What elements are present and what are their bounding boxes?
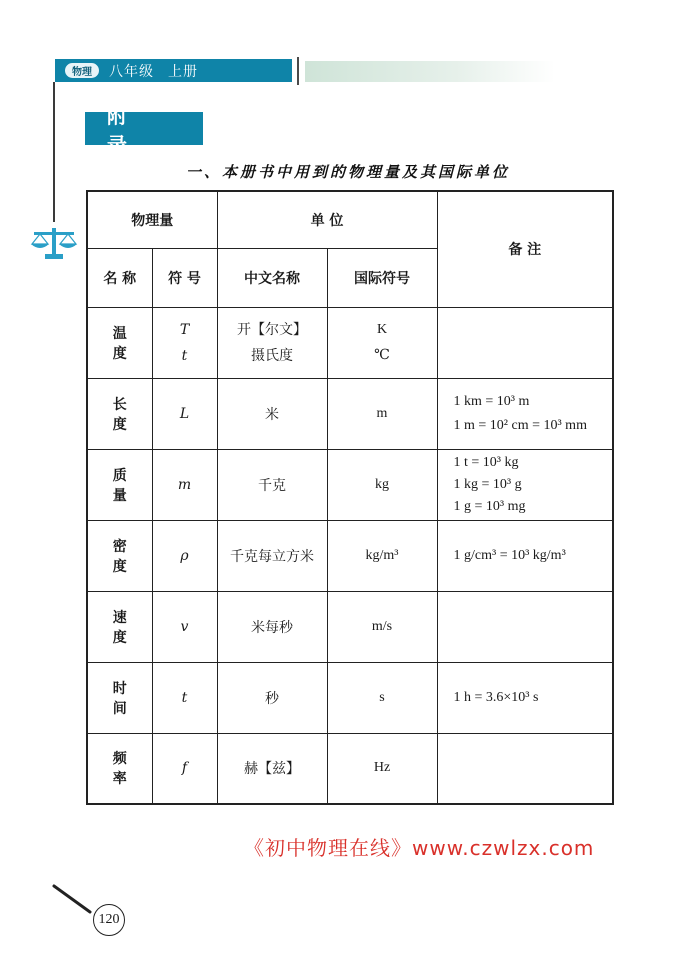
table-row bbox=[87, 378, 613, 449]
remark-line: 1 g = 10³ mg bbox=[453, 498, 526, 514]
quantity-symbol: t bbox=[152, 662, 217, 733]
remark-cell bbox=[437, 378, 613, 449]
remark-line: 1 kg = 10³ g bbox=[453, 476, 522, 492]
quantity-symbol bbox=[152, 307, 217, 378]
symbol-line: t bbox=[181, 347, 188, 364]
remark-line: 1 h = 3.6×10³ s bbox=[453, 689, 539, 705]
unit-cn-line: 摄氏度 bbox=[251, 347, 293, 364]
unit-cn-name: 秒 bbox=[217, 662, 327, 733]
header-remark: 备 注 bbox=[437, 191, 613, 307]
remark-line: 1 g/cm³ = 10³ kg/m³ bbox=[453, 547, 566, 563]
table-row bbox=[87, 733, 613, 804]
margin-rule bbox=[53, 82, 55, 222]
unit-intl-line: K bbox=[376, 321, 388, 337]
remark-cell bbox=[437, 449, 613, 520]
section-title: 一、本册书中用到的物理量及其国际单位 bbox=[186, 163, 511, 181]
quantity-name: 质 量 bbox=[87, 449, 152, 520]
quantity-name: 长 度 bbox=[87, 378, 152, 449]
quantity-symbol: m bbox=[152, 449, 217, 520]
table-row bbox=[87, 662, 613, 733]
header-bar bbox=[55, 59, 292, 82]
unit-intl-symbol: m/s bbox=[327, 591, 437, 662]
unit-cn-name: 赫【兹】 bbox=[217, 733, 327, 804]
page-number: 120 bbox=[93, 904, 125, 936]
table-header-row bbox=[87, 191, 613, 248]
unit-intl-symbol bbox=[327, 307, 437, 378]
header-intl-symbol: 国际符号 bbox=[327, 248, 437, 307]
quantity-symbol: f bbox=[152, 733, 217, 804]
grade-label: 八年级 bbox=[109, 63, 154, 80]
unit-intl-symbol: m bbox=[327, 378, 437, 449]
unit-intl-symbol: kg/m³ bbox=[327, 520, 437, 591]
header-unit: 单 位 bbox=[217, 191, 437, 248]
unit-intl-symbol: s bbox=[327, 662, 437, 733]
unit-cn-name bbox=[217, 307, 327, 378]
unit-intl-symbol: kg bbox=[327, 449, 437, 520]
remark-line: 1 km = 10³ m bbox=[453, 393, 530, 409]
header-fade-band bbox=[305, 61, 555, 82]
quantity-symbol: v bbox=[152, 591, 217, 662]
unit-cn-name: 千克每立方米 bbox=[217, 520, 327, 591]
remark-cell bbox=[437, 520, 613, 591]
balance-scale-icon bbox=[30, 226, 78, 262]
remark-cell bbox=[437, 662, 613, 733]
unit-intl-symbol: Hz bbox=[327, 733, 437, 804]
subject-logo: 物理 bbox=[65, 63, 99, 78]
remark-cell bbox=[437, 733, 613, 804]
quantity-name: 时 间 bbox=[87, 662, 152, 733]
header-cn-name: 中文名称 bbox=[217, 248, 327, 307]
unit-cn-name: 米 bbox=[217, 378, 327, 449]
term-label: 上册 bbox=[168, 63, 198, 80]
table-row bbox=[87, 520, 613, 591]
unit-intl-line: ℃ bbox=[374, 347, 390, 363]
quantity-symbol: L bbox=[152, 378, 217, 449]
remark-cell bbox=[437, 591, 613, 662]
table-row bbox=[87, 591, 613, 662]
unit-cn-name: 米每秒 bbox=[217, 591, 327, 662]
quantity-name: 速 度 bbox=[87, 591, 152, 662]
symbol-line: T bbox=[179, 321, 190, 338]
appendix-heading: 附 录 bbox=[85, 112, 203, 145]
header-divider bbox=[297, 57, 299, 85]
remark-cell bbox=[437, 307, 613, 378]
table-row bbox=[87, 449, 613, 520]
units-table bbox=[86, 190, 614, 805]
remark-line: 1 t = 10³ kg bbox=[453, 454, 519, 470]
header-quantity: 物理量 bbox=[87, 191, 217, 248]
remark-line: 1 m = 10² cm = 10³ mm bbox=[453, 417, 587, 433]
watermark-text: 《初中物理在线》www.czwlzx.com bbox=[244, 836, 595, 860]
quantity-symbol: ρ bbox=[152, 520, 217, 591]
unit-cn-name: 千克 bbox=[217, 449, 327, 520]
quantity-name: 温 度 bbox=[87, 307, 152, 378]
unit-cn-line: 开【尔文】 bbox=[237, 321, 307, 338]
quantity-name: 频 率 bbox=[87, 733, 152, 804]
header-name: 名 称 bbox=[87, 248, 152, 307]
quantity-name: 密 度 bbox=[87, 520, 152, 591]
header-symbol: 符 号 bbox=[152, 248, 217, 307]
table-row bbox=[87, 307, 613, 378]
